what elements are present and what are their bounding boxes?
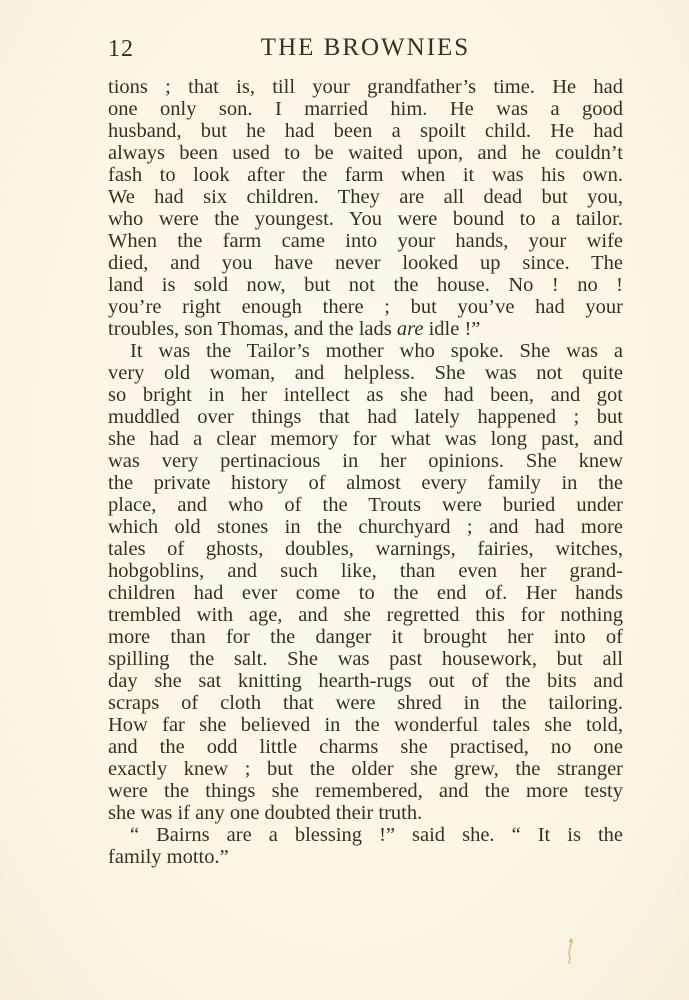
running-title: THE BROWNIES	[260, 34, 471, 61]
text-line: very old woman, and helpless. She was not quite	[108, 362, 623, 384]
text-line: troubles, son Thomas, and the lads are idle !”	[108, 318, 481, 340]
text-line: trembled with age, and she regretted this for nothing	[108, 604, 623, 626]
text-line: tions ; that is, till your grandfather’s time. He had	[108, 76, 623, 98]
text-line: which old stones in the churchyard ; and had more	[108, 516, 623, 538]
text-line: so bright in her intellect as she had been, and got	[108, 384, 623, 406]
running-head	[108, 34, 623, 68]
text-line: muddled over things that had lately happened ; but	[108, 406, 623, 428]
text-line: tales of ghosts, doubles, warnings, fairies, witches,	[108, 538, 623, 560]
ink-mark-icon	[566, 938, 574, 964]
text-line: who were the youngest. You were bound to a tailor.	[108, 208, 623, 230]
text-line: family motto.”	[108, 846, 229, 868]
text-line: spilling the salt. She was past housework, but all	[108, 648, 623, 670]
text-line: place, and who of the Trouts were buried under	[108, 494, 623, 516]
text-line: she had a clear memory for what was long past, and	[108, 428, 623, 450]
text-line: scraps of cloth that were shred in the tailoring.	[108, 692, 623, 714]
text-line: fash to look after the farm when it was his own.	[108, 164, 623, 186]
text-line: We had six children. They are all dead but you,	[108, 186, 623, 208]
text-line: children had ever come to the end of. Her hands	[108, 582, 623, 604]
text-line: were the things she remembered, and the more testy	[108, 780, 623, 802]
text-line: day she sat knitting hearth-rugs out of the bits and	[108, 670, 623, 692]
text-line: When the farm came into your hands, your wife	[108, 230, 623, 252]
text-line: exactly knew ; but the older she grew, the stranger	[108, 758, 623, 780]
body-text	[108, 76, 623, 868]
emphasis: are	[396, 318, 424, 340]
text-line: husband, but he had been a spoilt child. He had	[108, 120, 623, 142]
text-line: and the odd little charms she practised, no one	[108, 736, 623, 758]
text-line: you’re right enough there ; but you’ve had your	[108, 296, 623, 318]
paragraph-first-line: It was the Tailor’s mother who spoke. She was a	[130, 340, 623, 362]
text-line: was very pertinacious in her opinions. She knew	[108, 450, 623, 472]
text-line: the private history of almost every family in the	[108, 472, 623, 494]
text-line: How far she believed in the wonderful tales she told,	[108, 714, 623, 736]
text-line: land is sold now, but not the house. No ! no !	[108, 274, 623, 296]
paragraph-first-line: “ Bairns are a blessing !” said she. “ It is the	[130, 824, 623, 846]
text-line: one only son. I married him. He was a good	[108, 98, 623, 120]
page-number: 12	[108, 36, 134, 62]
text-line: died, and you have never looked up since. The	[108, 252, 623, 274]
text-line: more than for the danger it brought her into of	[108, 626, 623, 648]
text-line: hobgoblins, and such like, than even her grand-	[108, 560, 623, 582]
text-line: always been used to be waited upon, and he couldn’t	[108, 142, 623, 164]
text-line: she was if any one doubted their truth.	[108, 802, 423, 824]
